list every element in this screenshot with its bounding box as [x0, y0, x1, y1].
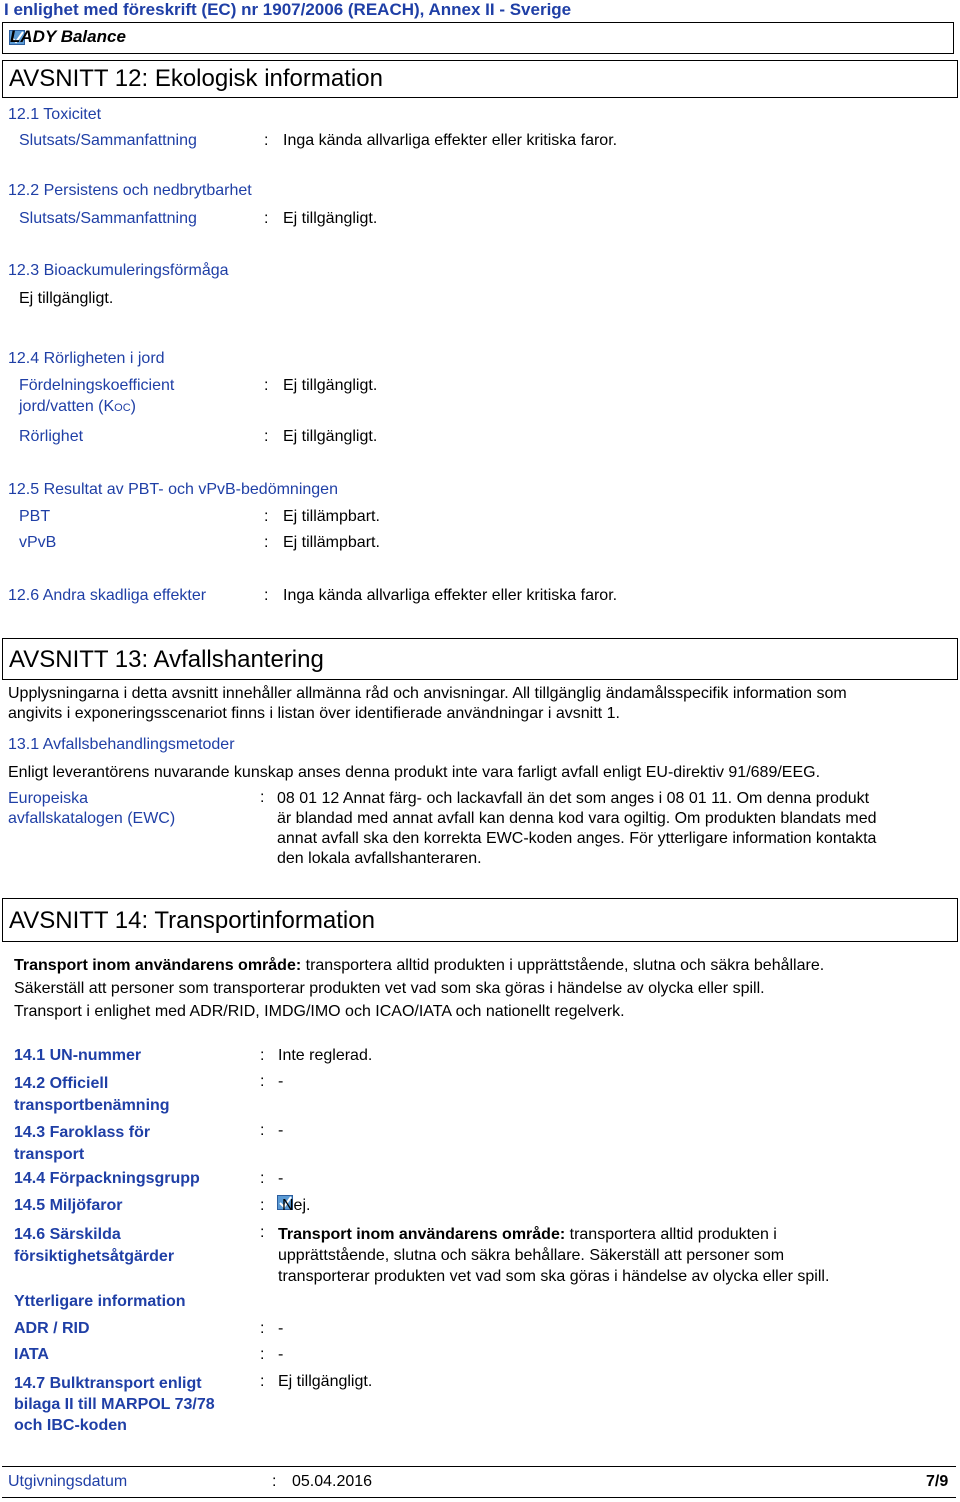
colon: : — [260, 1320, 265, 1337]
iata-value: - — [278, 1346, 284, 1363]
colon: : — [260, 1047, 265, 1064]
section-13-title: AVSNITT 13: Avfallshantering — [9, 646, 324, 673]
koc-label-line1: Fördelningskoefficient — [19, 377, 175, 394]
colon: : — [264, 587, 269, 604]
env-hazards-value: Nej. — [282, 1197, 311, 1214]
shipping-name-label: 14.2 Officiell transportbenämning — [14, 1075, 170, 1114]
colon: : — [260, 1122, 265, 1139]
special-precautions-label: 14.6 Särskilda försiktighetsåtgärder — [14, 1226, 175, 1265]
bioaccumulation-heading: 12.3 Bioackumuleringsförmåga — [8, 262, 229, 279]
persistence-label: Slutsats/Sammanfattning — [19, 210, 197, 227]
colon: : — [260, 1073, 265, 1090]
colon: : — [260, 1224, 265, 1241]
transport-intro: Transport inom användarens område: transportera alltid produkten i upprättstående, slutna och säkra behållare. Säkerställ att personer som transporterar produkten vet vad som ska göras i händelse av olycka eller spill. Transport i enlighet med ADR/RID, IMDG/IMO och ICAO/IATA och nationellt regelverk. — [14, 957, 825, 1020]
koc-value: Ej tillgängligt. — [283, 377, 378, 394]
product-box — [2, 22, 954, 54]
toxicity-heading: 12.1 Toxicitet — [8, 106, 102, 123]
bioaccumulation-text: Ej tillgängligt. — [19, 290, 114, 307]
footer-bottom-line — [2, 1497, 956, 1498]
env-hazards-label: 14.5 Miljöfaror — [14, 1197, 123, 1214]
colon: : — [260, 1170, 265, 1187]
bulk-transport-value: Ej tillgängligt. — [278, 1373, 373, 1390]
section-14-header — [2, 898, 958, 942]
special-precautions-value: Transport inom användarens område: transportera alltid produkten i upprättstående, slutna och säkra behållare. Säkerställ att personer som transporterar produkten vet vad som ska göras i händelse av olycka eller spill. — [278, 1226, 830, 1285]
colon: : — [264, 534, 269, 551]
page-number: 7/9 — [926, 1473, 949, 1490]
packing-group-label: 14.4 Förpackningsgrupp — [14, 1170, 200, 1187]
vpvb-label: vPvB — [19, 534, 57, 551]
pbt-label: PBT — [19, 508, 51, 525]
koc-label-line2: jord/vatten (KOC) — [19, 398, 136, 415]
section-13-header — [2, 638, 958, 680]
waste-methods-text: Enligt leverantörens nuvarande kunskap anses denna produkt inte vara farligt avfall enligt EU-direktiv 91/689/EEG. — [8, 764, 821, 781]
pbt-heading: 12.5 Resultat av PBT- och vPvB-bedömningen — [8, 481, 338, 498]
adr-value: - — [278, 1320, 284, 1337]
issue-date-value: 05.04.2016 — [292, 1473, 373, 1490]
ewc-value: 08 01 12 Annat färg- och lackavfall än det som anges i 08 01 11. Om denna produkt är blandad med annat avfall kan denna kod vara ogiltig. Om produkten blandats med annat avfall ska den korrekta EWC-koden anges. För ytterligare information kontakta den lokala avfallshanteraren. — [277, 790, 877, 867]
colon: : — [272, 1473, 277, 1490]
section-14-title: AVSNITT 14: Transportinformation — [9, 907, 375, 934]
section-13-intro: Upplysningarna i detta avsnitt innehåller allmänna råd och anvisningar. All tillgänglig ändamålsspecifik information som angivits i exponeringsscenariot finns i listan över identifierade användningar i avsnitt 1. — [8, 685, 847, 722]
other-effects-label: 12.6 Andra skadliga effekter — [8, 587, 207, 604]
regulation-header: I enlighet med föreskrift (EC) nr 1907/2006 (REACH), Annex II - Sverige — [4, 0, 572, 19]
packing-group-value: - — [278, 1170, 284, 1187]
additional-info-heading: Ytterligare information — [14, 1293, 186, 1310]
colon: : — [264, 428, 269, 445]
waste-methods-heading: 13.1 Avfallsbehandlingsmetoder — [8, 736, 235, 753]
persistence-value: Ej tillgängligt. — [283, 210, 378, 227]
colon: : — [264, 210, 269, 227]
ewc-label: Europeiska avfallskatalogen (EWC) — [8, 790, 176, 827]
toxicity-value: Inga kända allvarliga effekter eller kritiska faror. — [283, 132, 618, 149]
section-12-header — [2, 60, 958, 98]
iata-label: IATA — [14, 1346, 49, 1363]
colon: : — [264, 508, 269, 525]
pbt-value: Ej tillämpbart. — [283, 508, 380, 525]
section-12-title: AVSNITT 12: Ekologisk information — [9, 65, 383, 92]
footer-divider — [2, 1466, 956, 1467]
colon: : — [260, 1373, 265, 1390]
bulk-transport-label: 14.7 Bulktransport enligt bilaga II till MARPOL 73/78 och IBC-koden — [14, 1375, 215, 1434]
hazard-class-label: 14.3 Faroklass för transport — [14, 1124, 151, 1163]
hazard-class-value: - — [278, 1122, 284, 1139]
colon: : — [260, 789, 265, 806]
persistence-heading: 12.2 Persistens och nedbrytbarhet — [8, 182, 252, 199]
vpvb-value: Ej tillämpbart. — [283, 534, 380, 551]
toxicity-label: Slutsats/Sammanfattning — [19, 132, 197, 149]
product-name: LADY Balance — [10, 27, 126, 46]
other-effects-value: Inga kända allvarliga effekter eller kritiska faror. — [283, 587, 618, 604]
mobility-value: Ej tillgängligt. — [283, 428, 378, 445]
colon: : — [264, 377, 269, 394]
un-number-label: 14.1 UN-nummer — [14, 1047, 142, 1064]
un-number-value: Inte reglerad. — [278, 1047, 373, 1064]
issue-date-label: Utgivningsdatum — [8, 1473, 128, 1490]
colon: : — [260, 1197, 265, 1214]
mobility-label: Rörlighet — [19, 428, 84, 445]
shipping-name-value: - — [278, 1073, 284, 1090]
colon: : — [264, 132, 269, 149]
mobility-heading: 12.4 Rörligheten i jord — [8, 350, 165, 367]
adr-label: ADR / RID — [14, 1320, 90, 1337]
colon: : — [260, 1346, 265, 1363]
